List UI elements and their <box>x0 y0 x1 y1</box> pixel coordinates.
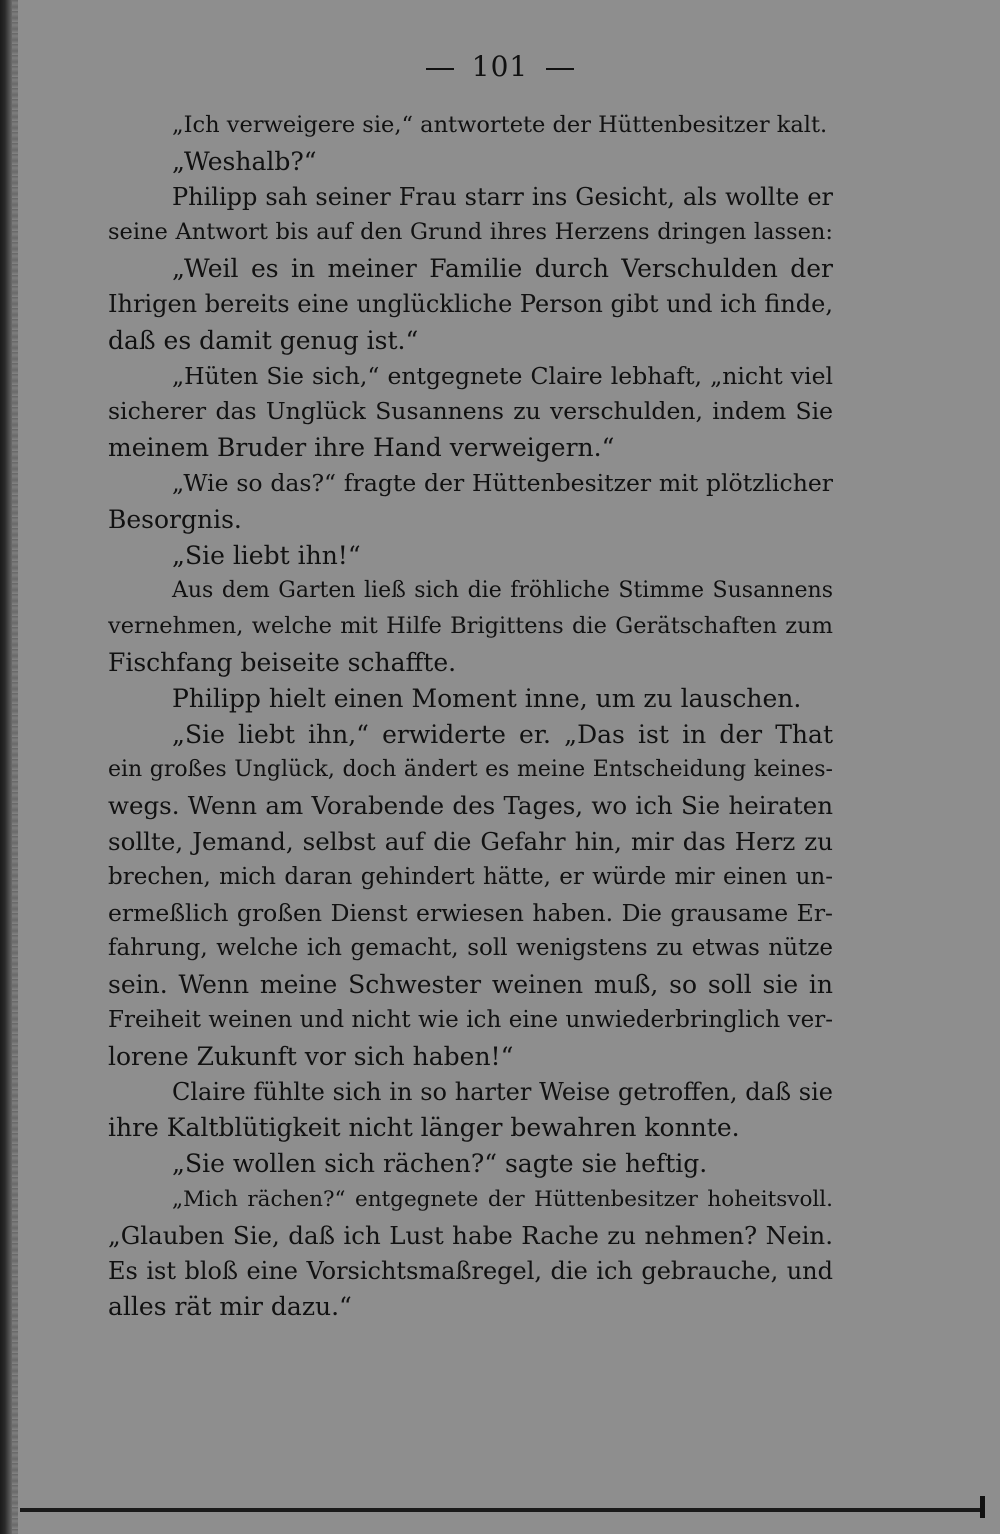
text-line: „Glauben Sie, daß ich Lust habe Rache zu nehmen? Nein. <box>108 1220 833 1250</box>
text-line: „Wie so das?“ fragte der Hüttenbesitzer mit plötzlicher <box>172 468 833 497</box>
text-line: Freiheit weinen und nicht wie ich eine unwiederbringlich ver- <box>108 1006 833 1033</box>
corner-mark <box>980 1496 985 1518</box>
text-line: Es ist bloß eine Vorsichtsmaßregel, die ich gebrauche, und <box>108 1256 833 1285</box>
text-line: Ihrigen bereits eine unglückliche Person gibt und ich finde, <box>108 289 833 318</box>
text-line: sicherer das Unglück Susannens zu verschulden, indem Sie <box>108 397 833 426</box>
text-line: Claire fühlte sich in so harter Weise getroffen, daß sie <box>172 1077 833 1106</box>
text-line: wegs. Wenn am Vorabende des Tages, wo ich Sie heiraten <box>108 791 833 821</box>
text-line: „Weshalb?“ <box>172 146 317 176</box>
text-line: „Sie wollen sich rächen?“ sagte sie heftig. <box>172 1149 708 1179</box>
text-line: sein. Wenn meine Schwester weinen muß, so soll sie in <box>108 970 833 1000</box>
spine-edge-texture <box>12 0 18 1534</box>
text-line: fahrung, welche ich gemacht, soll wenigstens zu etwas nütze <box>108 935 833 962</box>
header-dash-left <box>426 68 454 70</box>
bottom-edge-line <box>20 1508 980 1512</box>
text-line: ein großes Unglück, doch ändert es meine Entscheidung keines- <box>108 757 833 783</box>
text-line: seine Antwort bis auf den Grund ihres Herzens dringen lassen: <box>108 219 833 246</box>
text-line: ihre Kaltblütigkeit nicht länger bewahren konnte. <box>108 1113 740 1143</box>
text-line: „Sie liebt ihn!“ <box>172 540 361 570</box>
text-line: ermeßlich großen Dienst erwiesen haben. Die grausame Er- <box>108 898 833 927</box>
book-spine-shadow <box>0 0 12 1534</box>
text-line: Philipp hielt einen Moment inne, um zu lauschen. <box>172 683 802 713</box>
text-line: Fischfang beiseite schaffte. <box>108 647 457 677</box>
text-line: „Mich rächen?“ entgegnete der Hüttenbesitzer hoheitsvoll. <box>172 1186 833 1212</box>
text-line: Besorgnis. <box>108 504 242 534</box>
text-line: meinem Bruder ihre Hand verweigern.“ <box>108 433 615 463</box>
text-line: vernehmen, welche mit Hilfe Brigittens die Gerätschaften zum <box>108 613 833 640</box>
text-line: daß es damit genug ist.“ <box>108 325 419 355</box>
text-line: brechen, mich daran gehindert hätte, er würde mir einen un- <box>108 863 833 890</box>
text-line: Aus dem Garten ließ sich die fröhliche Stimme Susannens <box>172 578 833 604</box>
page-header <box>0 50 1000 83</box>
text-line: alles rät mir dazu.“ <box>108 1292 352 1322</box>
text-line: „Ich verweigere sie,“ antwortete der Hüttenbesitzer kalt. <box>172 112 828 138</box>
text-line: sollte, Jemand, selbst auf die Gefahr hin, mir das Herz zu <box>108 826 833 856</box>
page-number: 101 <box>471 50 529 83</box>
text-line: „Hüten Sie sich,“ entgegnete Claire lebhaft, „nicht viel <box>172 361 833 390</box>
text-line: Philipp sah seiner Frau starr ins Gesicht, als wollte er <box>172 182 833 211</box>
text-line: „Sie liebt ihn,“ erwiderte er. „Das ist in der That <box>172 719 833 749</box>
body-text <box>108 108 833 1325</box>
text-line: lorene Zukunft vor sich haben!“ <box>108 1041 514 1071</box>
header-dash-right <box>546 68 574 70</box>
text-line: „Weil es in meiner Familie durch Verschulden der <box>172 254 833 284</box>
